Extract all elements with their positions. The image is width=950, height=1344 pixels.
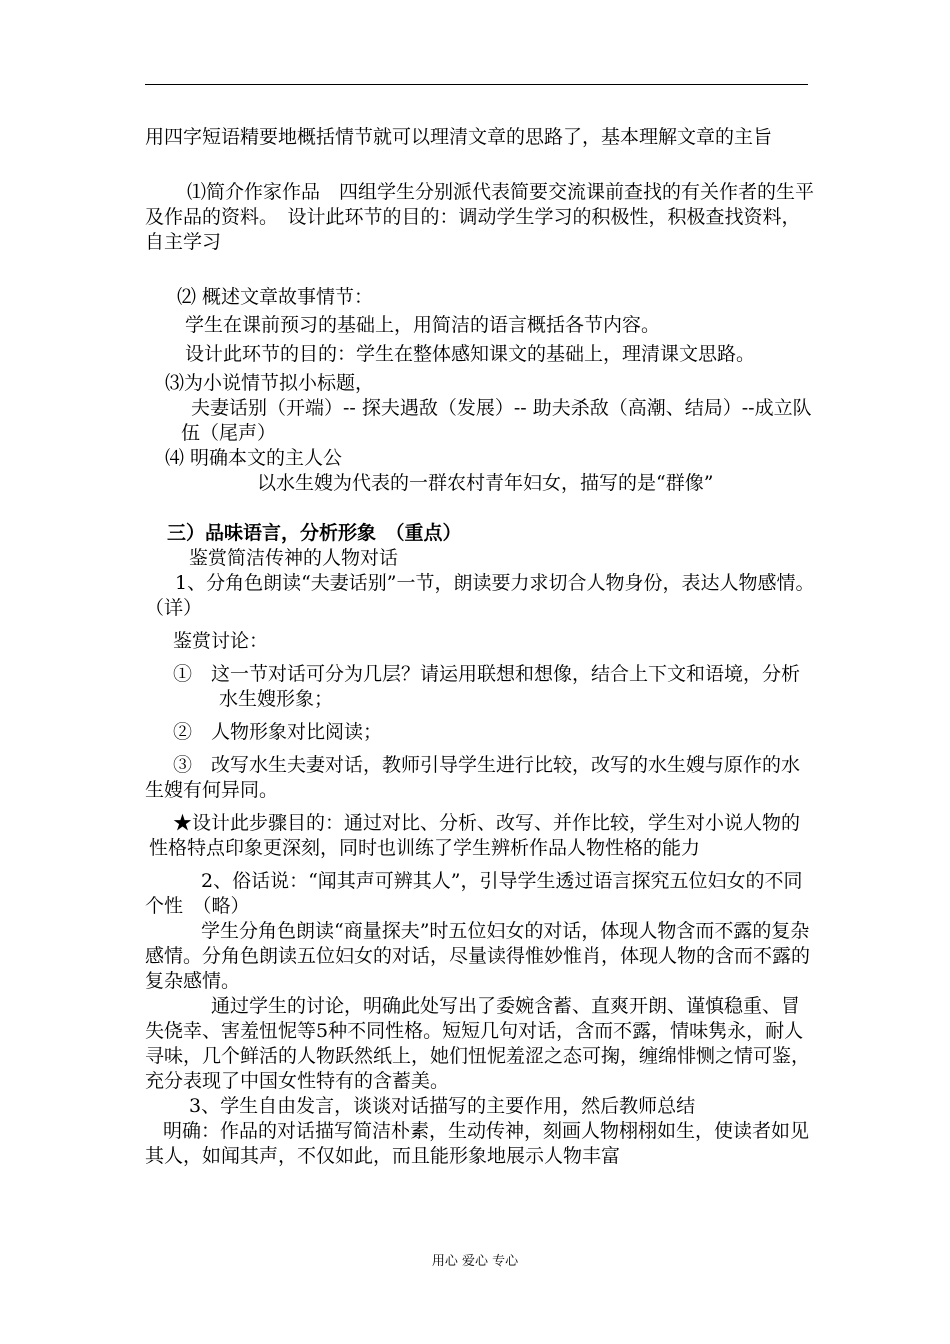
paragraph-item-1: 1、分角色朗读“夫妻话别”一节，朗读要力求切合人物身份，表达人物感情。（详）	[145, 572, 815, 619]
paragraph-design-purpose: ★设计此步骤目的：通过对比、分析、改写、并作比较，学生对小说人物的性格特点印象更深刻，同时也训练了学生辨析作品人物性格的能力	[149, 812, 801, 859]
paragraph-dialogue-topic: 鉴赏简洁传神的人物对话	[189, 547, 399, 569]
section-heading: 三）品味语言，分析形象 （重点）	[167, 522, 462, 544]
paragraph-conclusion: 明确：作品的对话描写简洁朴素，生动传神，刻画人物栩栩如生，使读者如见其人，如闻其声，不仅如此，而且能形象地展示人物丰富	[145, 1120, 810, 1167]
paragraph-protagonist: 以水生嫂为代表的一群农村青年妇女，描写的是“群像”	[257, 472, 714, 494]
paragraph-item-2: 2、俗话说：“闻其声可辨其人”，引导学生透过语言探究五位妇女的不同个性 （略）	[145, 870, 803, 917]
paragraph-subtitle-heading: ⑶为小说情节拟小标题，	[165, 372, 375, 394]
paragraph-point-1: ① 这一节对话可分为几层？请运用联想和想像，结合上下文和语境，分析水生嫂形象；	[173, 663, 801, 710]
paragraph-point-3: ③ 改写水生夫妻对话，教师引导学生进行比较，改写的水生嫂与原作的水生嫂有何异同。	[145, 754, 801, 801]
paragraph-plot-summary: 学生在课前预习的基础上，用简洁的语言概括各节内容。	[185, 314, 661, 336]
document-body	[145, 118, 815, 1169]
paragraph-point-2: ② 人物形象对比阅读；	[173, 721, 383, 743]
paragraph-author-intro: ⑴简介作家作品 四组学生分别派代表简要交流课前查找的有关作者的生平及作品的资料。 设计此环节的目的：调动学生学习的积极性，积极查找资料，自主学习	[145, 181, 815, 253]
paragraph-theme: 用四字短语精要地概括情节就可以理清文章的思路了，基本理解文章的主旨	[145, 126, 773, 148]
paragraph-plot-purpose: 设计此环节的目的：学生在整体感知课文的基础上，理清课文思路。	[185, 343, 756, 365]
paragraph-subtitles: 夫妻话别（开端）-- 探夫遇敌（发展）-- 助夫杀敌（高潮、结局）--成立队伍（尾声）	[181, 397, 812, 444]
paragraph-discussion: 鉴赏讨论：	[173, 630, 269, 652]
paragraph-role-reading: 学生分角色朗读“商量探夫”时五位妇女的对话，体现人物含而不露的复杂感情。分角色朗读五位妇女的对话，尽量读得惟妙惟肖，体现人物的含而不露的复杂感情。	[145, 920, 811, 992]
header-rule	[145, 84, 808, 85]
paragraph-discussion-result: 通过学生的讨论，明确此处写出了委婉含蓄、直爽开朗、谨慎稳重、冒失侥幸、害羞忸怩等5种不同性格。短短几句对话，含而不露，情味隽永，耐人寻味，几个鲜活的人物跃然纸上，她们忸怩羞涩之态可掬，缠绵悱恻之情可鉴，充分表现了中国女性特有的含蓄美。	[145, 995, 811, 1092]
paragraph-protagonist-heading: ⑷ 明确本文的主人公	[165, 447, 343, 469]
paragraph-plot-heading: ⑵ 概述文章故事情节：	[177, 286, 374, 308]
paragraph-item-3: 3、学生自由发言，谈谈对话描写的主要作用，然后教师总结	[189, 1095, 696, 1117]
page-footer: 用心 爱心 专心	[431, 1254, 519, 1269]
